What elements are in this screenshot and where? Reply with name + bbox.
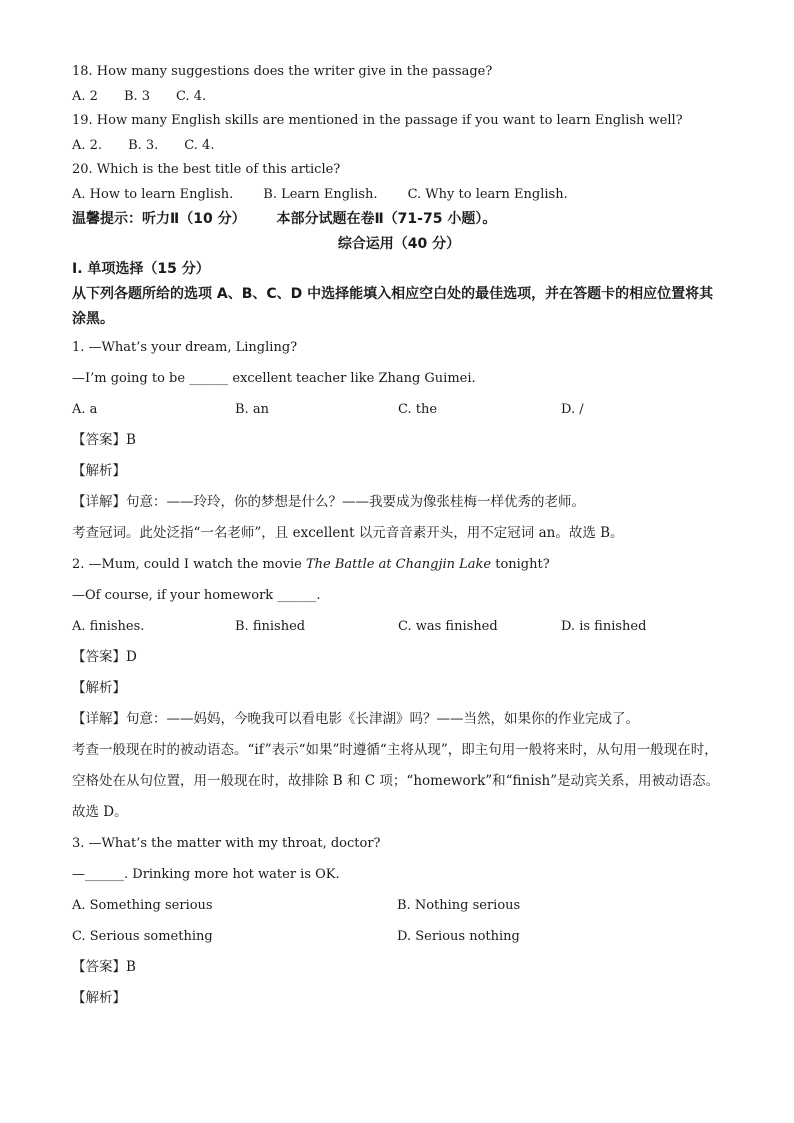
answer-value: B (126, 959, 136, 975)
option: A. Something serious (72, 898, 213, 913)
sub-section-title: Ⅰ. 单项选择（15 分） (72, 261, 210, 277)
question-20-options (72, 183, 726, 208)
detail-line (72, 704, 726, 735)
stem-text: tonight? (491, 557, 550, 572)
option: C. the (398, 402, 438, 417)
detail-text: 句意：——妈妈，今晚我可以看电影《长津湖》吗？——当然，如果你的作业完成了。 (126, 711, 639, 727)
question-2-options (72, 611, 726, 642)
detail-text: 句意：——玲玲，你的梦想是什么？——我要成为像张桂梅一样优秀的老师。 (126, 494, 585, 510)
question-3-options-row-2 (72, 921, 726, 952)
option: C. was finished (398, 619, 498, 634)
analysis-label: 【解析】 (72, 463, 126, 479)
question-19-options (72, 134, 726, 159)
section-instruction: 从下列各题所给的选项 A、B、C、D 中选择能填入相应空白处的最佳选项，并在答题卡的相应位置将其涂黑。 (72, 286, 714, 327)
tip-part-2: 本部分试题在卷Ⅱ（71-75 小题）。 (276, 211, 497, 227)
question-2-stem-line-1 (72, 549, 726, 580)
answer-label: 【答案】 (72, 959, 126, 975)
explanation-text: 考查冠词。此处泛指“一名老师”，且 excellent 以元音音素开头，用不定冠词 an。故选 B。 (72, 525, 624, 541)
option: A. 2. (72, 137, 103, 153)
answer-label: 【答案】 (72, 432, 126, 448)
option: D. Serious nothing (397, 929, 520, 944)
stem-text: 2. —Mum, could I watch the movie (72, 557, 306, 572)
option: C. 4. (176, 88, 207, 104)
question-20-stem: 20. Which is the best title of this article? (72, 162, 341, 177)
question-18-stem: 18. How many suggestions does the writer give in the passage? (72, 64, 493, 79)
answer-value: B (126, 432, 136, 448)
option: B. finished (235, 619, 306, 634)
question-3-stem-line-1: 3. —What’s the matter with my throat, doctor? (72, 836, 381, 851)
option: A. How to learn English. (72, 186, 234, 202)
option: C. 4. (184, 137, 215, 153)
question-18-options (72, 85, 726, 110)
option: B. 3 (123, 88, 151, 104)
option: B. an (235, 402, 269, 417)
option: D. is finished (561, 619, 647, 634)
question-3-options-row-1 (72, 890, 726, 921)
question-19-stem: 19. How many English skills are mentioned in the passage if you want to learn English well? (72, 113, 683, 128)
explanation-text: 考查一般现在时的被动语态。“if”表示“如果”时遵循“主将从现”，即主句用一般将来时，从句用一般现在时，空格处在从句位置，用一般现在时，故排除 B 和 C 项；“homework”和“finish”是动宾关系，用被动语态。故选 D。 (72, 742, 720, 820)
section-title: 综合运用（40 分） (337, 236, 461, 252)
answer-line (72, 642, 726, 673)
option: C. Serious something (72, 929, 213, 944)
question-2-stem-line-2: —Of course, if your homework ______. (72, 588, 321, 603)
answer-value: D (126, 649, 137, 665)
question-3-stem-line-2: —______. Drinking more hot water is OK. (72, 867, 340, 882)
option: A. finishes. (72, 619, 145, 634)
answer-line (72, 425, 726, 456)
option: A. a (72, 402, 98, 417)
option: C. Why to learn English. (407, 186, 568, 202)
analysis-label: 【解析】 (72, 680, 126, 696)
question-1-stem-line-1: 1. —What’s your dream, Lingling? (72, 340, 298, 355)
detail-label: 【详解】 (72, 711, 126, 727)
question-1-stem-line-2: —I’m going to be ______ excellent teacher like Zhang Guimei. (72, 371, 476, 386)
listening-tip (72, 207, 726, 232)
analysis-label: 【解析】 (72, 990, 126, 1006)
question-1-options (72, 394, 726, 425)
answer-line (72, 952, 726, 983)
option: B. Nothing serious (397, 898, 521, 913)
detail-line (72, 487, 726, 518)
option: B. Learn English. (263, 186, 378, 202)
detail-label: 【详解】 (72, 494, 126, 510)
movie-title: The Battle at Changjin Lake (305, 557, 492, 572)
document-page (72, 60, 726, 1014)
option: D. / (561, 402, 584, 417)
answer-label: 【答案】 (72, 649, 126, 665)
option: A. 2 (72, 88, 98, 104)
tip-part-1: 温馨提示：听力Ⅱ（10 分） (72, 211, 246, 227)
option: B. 3. (128, 137, 159, 153)
